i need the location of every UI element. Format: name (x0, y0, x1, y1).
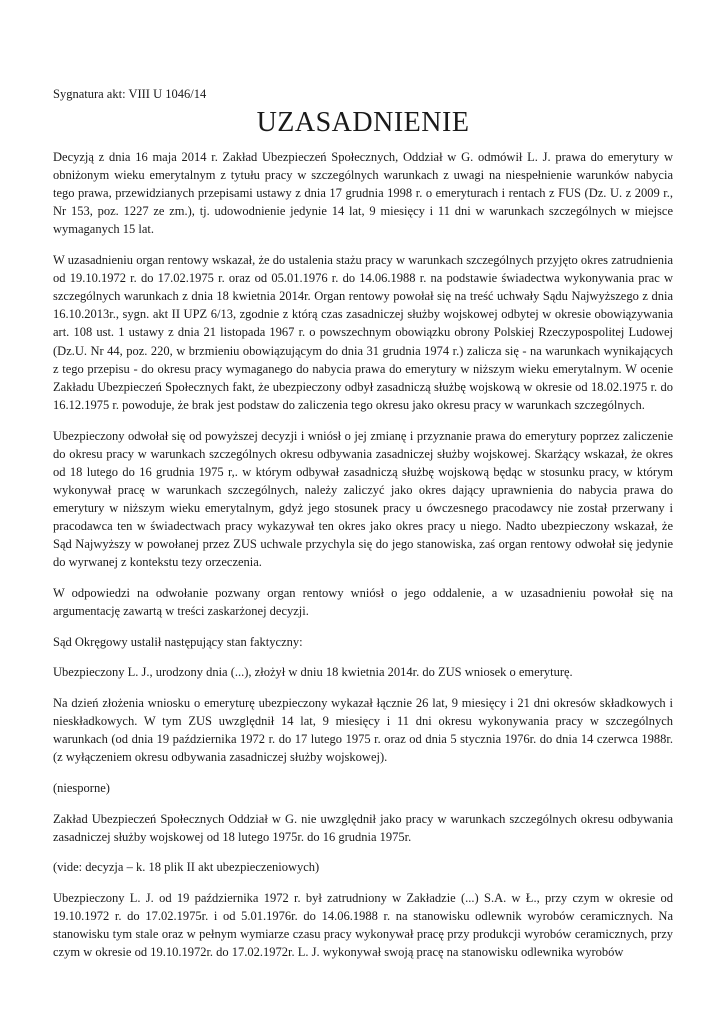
paragraph: Decyzją z dnia 16 maja 2014 r. Zakład Ubezpieczeń Społecznych, Oddział w G. odmówił L. J. prawa do emerytury w obniżonym wieku emerytalnym z tytułu pracy w szczególnych warunkach z uwagi na niespełnienie warunków nabycia tego prawa, przewidzianych przepisami ustawy z dnia 17 grudnia 1998 r. o emeryturach i rentach z FUS (Dz. U. z 2009 r., Nr 153, poz. 1227 ze zm.), tj. udowodnienie jedynie 14 lat, 9 miesięcy i 11 dni w warunkach szczególnych w miejsce wymaganych 15 lat. (53, 150, 673, 237)
paragraph: (vide: decyzja – k. 18 plik II akt ubezpieczeniowych) (53, 860, 320, 875)
paragraph: W odpowiedzi na odwołanie pozwany organ rentowy wniósł o jego oddalenie, a w uzasadnieniu powołał się na argumentację zawartą w treści zaskarżonej decyzji. (53, 585, 673, 618)
paragraph: Na dzień złożenia wniosku o emeryturę ubezpieczony wykazał łącznie 26 lat, 9 miesięcy i 21 dni okresów składkowych i nieskładkowych. W tym ZUS uwzględnił 14 lat, 9 miesięcy i 11 dni okresu wykonywania pracy w szczególnych warunkach (od dnia 19 października 1972 r. do 17 lutego 1975 r. oraz od dnia 5 stycznia 1976r. do dnia 14 czerwca 1988r. (z wyłączeniem okresu odbywania zasadniczej służby wojskowej). (53, 696, 673, 765)
paragraph: Sąd Okręgowy ustalił następujący stan faktyczny: (53, 634, 303, 649)
document-page (53, 86, 673, 974)
paragraph: W uzasadnieniu organ rentowy wskazał, że do ustalenia stażu pracy w warunkach szczególnych przyjęto okres zatrudnienia od 19.10.1972 r. do 17.02.1975 r. oraz od 05.01.1976 r. do 14.06.1988 r. na podstawie świadectwa wykonywania prac w szczególnych warunkach z dnia 18 kwietnia 2014r. Organ rentowy powołał się na treść uchwały Sądu Najwyższego z dnia 16.10.2013r., sygn. akt II UPZ 6/13, zgodnie z którą czas zasadniczej służby wojskowej odbytej w okresie obowiązywania art. 108 ust. 1 ustawy z dnia 21 listopada 1967 r. o powszechnym obowiązku obrony Polskiej Rzeczypospolitej Ludowej (Dz.U. Nr 44, poz. 220, w brzmieniu obowiązującym do dnia 31 grudnia 1974 r.) zalicza się - na warunkach wynikających z tego przepisu - do okresu pracy wymaganego do nabycia prawa do emerytury w niższym wieku emerytalnym. W ocenie Zakładu Ubezpieczeń Społecznych fakt, że ubezpieczony odbył zasadniczą służbę wojskową w okresie od 18.02.1975 r. do 16.12.1975 r. powoduje, że brak jest podstaw do zaliczenia tego okresu jako okresu pracy w warunkach szczególnych. (53, 253, 673, 412)
paragraph: Zakład Ubezpieczeń Społecznych Oddział w G. nie uwzględnił jako pracy w warunkach szczególnych okresu odbywania zasadniczej służby wojskowej od 18 lutego 1975r. do 16 grudnia 1975r. (53, 811, 673, 844)
paragraph: Ubezpieczony L. J. od 19 października 1972 r. był zatrudniony w Zakładzie (...) S.A. w Ł., przy czym w okresie od 19.10.1972 r. do 17.02.1975r. i od 5.01.1976r. do 14.06.1988 r. na stanowisku odlewnik wyrobów ceramicznych. Na stanowisku tym stale oraz w pełnym wymiarze czasu pracy wykonywał pracę przy produkcji wyrobów ceramicznych, przy czym w okresie od 19.10.1972r. do 17.02.1972r. L. J. wykonywał swoją pracę na stanowisku odlewnika wyrobów (53, 891, 673, 960)
document-body (53, 148, 673, 962)
case-signature: Sygnatura akt: VIII U 1046/14 (53, 87, 207, 101)
paragraph: Ubezpieczony odwołał się od powyższej decyzji i wniósł o jej zmianę i przyznanie prawa do emerytury poprzez zaliczenie do okresu pracy w warunkach szczególnych okresu odbywania zasadniczej służby wojskowej. Skarżący wskazał, że okres od 18 lutego do 16 grudnia 1975 r,. w którym odbywał zasadniczą służbę wojskową będąc w stosunku pracy, w którym wykonywał pracę w warunkach szczególnych, należy zaliczyć jako okres dający uprawnienia do nabycia prawa do emerytury w niższym wieku emerytalnym, gdyż jego stosunek pracy u ówczesnego pracodawcy nie został przerwany i pracodawca ten w świadectwach pracy wykazywał ten okres jako okres pracy u niego. Nadto ubezpieczony wskazał, że Sąd Najwyższy w powołanej przez ZUS uchwale przychyla się do jego stanowiska, zaś organ rentowy odwołał się jedynie do wyrwanej z kontekstu tezy orzeczenia. (53, 428, 673, 570)
paragraph: (niesporne) (53, 780, 110, 795)
document-title: UZASADNIENIE (256, 107, 470, 138)
paragraph: Ubezpieczony L. J., urodzony dnia (...), złożył w dniu 18 kwietnia 2014r. do ZUS wniosek o emeryturę. (53, 665, 573, 680)
